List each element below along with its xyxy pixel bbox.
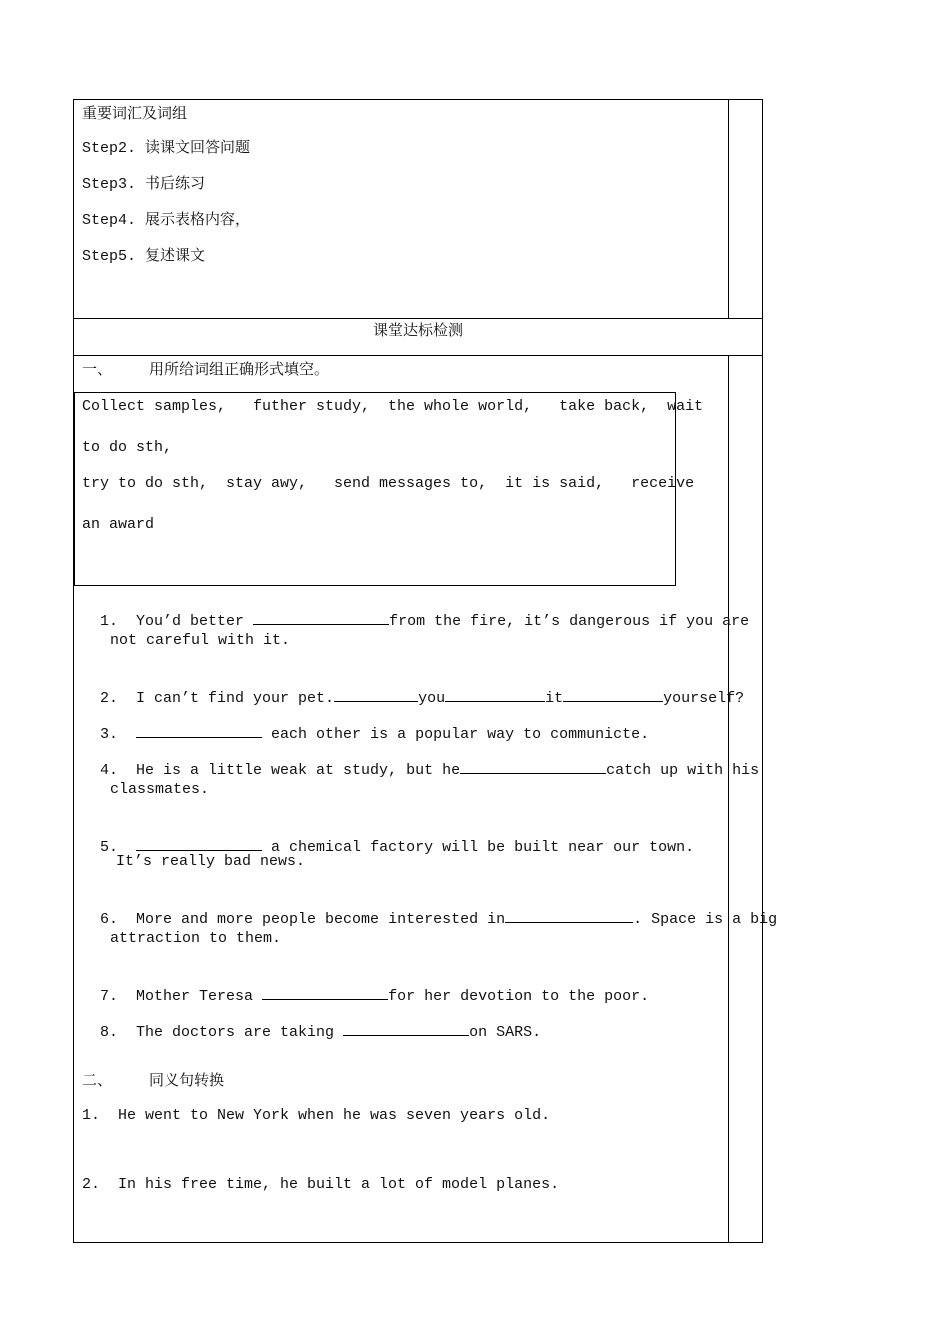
q2-blank-2[interactable]	[445, 687, 545, 702]
part1-label: 一、	[82, 360, 113, 378]
part1-title: 用所给词组正确形式填空。	[149, 360, 330, 378]
question-6	[82, 888, 777, 930]
q3-text: each other is a popular way to communicte.	[262, 726, 650, 743]
step3-line: Step3. 书后练习	[82, 176, 206, 193]
q3-number: 3.	[100, 726, 119, 743]
q7-text-b: for her devotion to the poor.	[388, 988, 650, 1005]
question-1	[82, 590, 749, 632]
q2-blank-1[interactable]	[334, 687, 418, 702]
q8-text-a: 8. The doctors are taking	[100, 1024, 335, 1041]
part2-title: 同义句转换	[149, 1071, 225, 1089]
q1-blank[interactable]	[253, 610, 389, 625]
column-divider-bottom	[728, 355, 729, 1243]
q2-blank-3[interactable]	[563, 687, 663, 702]
sentence-2: 2. In his free time, he built a lot of model planes.	[82, 1176, 560, 1193]
q6-text-a: 6. More and more people become interested in	[100, 911, 506, 928]
q4-continuation: classmates.	[110, 781, 210, 798]
q7-text-a: 7. Mother Teresa	[100, 988, 254, 1005]
q3-blank[interactable]	[136, 723, 262, 738]
phrase-line-4: an award	[82, 516, 155, 533]
q8-blank[interactable]	[343, 1021, 469, 1036]
q5-blank[interactable]	[136, 836, 262, 851]
row-divider-2	[73, 355, 763, 356]
q1-text-a: 1. You’d better	[100, 613, 245, 630]
q4-text-a: 4. He is a little weak at study, but he	[100, 762, 461, 779]
q2-text-c: it	[545, 690, 564, 707]
q1-continuation: not careful with it.	[110, 632, 291, 649]
section-title: 课堂达标检测	[372, 321, 463, 339]
row-divider-1	[73, 318, 763, 319]
step2-line: Step2. 读课文回答问题	[82, 140, 251, 157]
step4-line: Step4. 展示表格内容，	[82, 212, 251, 229]
q2-text-a: 2. I can’t find your pet.	[100, 690, 335, 707]
phrase-line-1: Collect samples, futher study, the whole world, take back, wait	[82, 398, 704, 415]
column-divider-top	[728, 99, 729, 318]
step5-line: Step5. 复述课文	[82, 248, 206, 265]
sentence-1: 1. He went to New York when he was seven years old.	[82, 1107, 551, 1124]
q4-blank[interactable]	[460, 759, 606, 774]
q2-text-b: you	[418, 690, 446, 707]
question-4	[82, 739, 759, 781]
question-8	[82, 1001, 541, 1043]
q5-continuation: It’s really bad news.	[116, 853, 306, 870]
q4-text-b: catch up with his	[606, 762, 760, 779]
phrase-line-2: to do sth,	[82, 439, 173, 456]
q5-number: 5.	[100, 839, 119, 856]
q6-blank[interactable]	[505, 908, 633, 923]
q5-text: a chemical factory will be built near our town.	[262, 839, 695, 856]
q7-blank[interactable]	[262, 985, 388, 1000]
q6-continuation: attraction to them.	[110, 930, 282, 947]
vocab-heading: 重要词汇及词组	[82, 104, 188, 122]
part2-label: 二、	[82, 1071, 113, 1089]
phrase-line-3: try to do sth, stay awy, send messages to, it is said, receive	[82, 475, 695, 492]
q8-text-b: on SARS.	[469, 1024, 542, 1041]
q6-text-b: . Space is a big	[633, 911, 778, 928]
q2-text-d: yourself?	[663, 690, 745, 707]
q1-text-b: from the fire, it’s dangerous if you are	[389, 613, 750, 630]
